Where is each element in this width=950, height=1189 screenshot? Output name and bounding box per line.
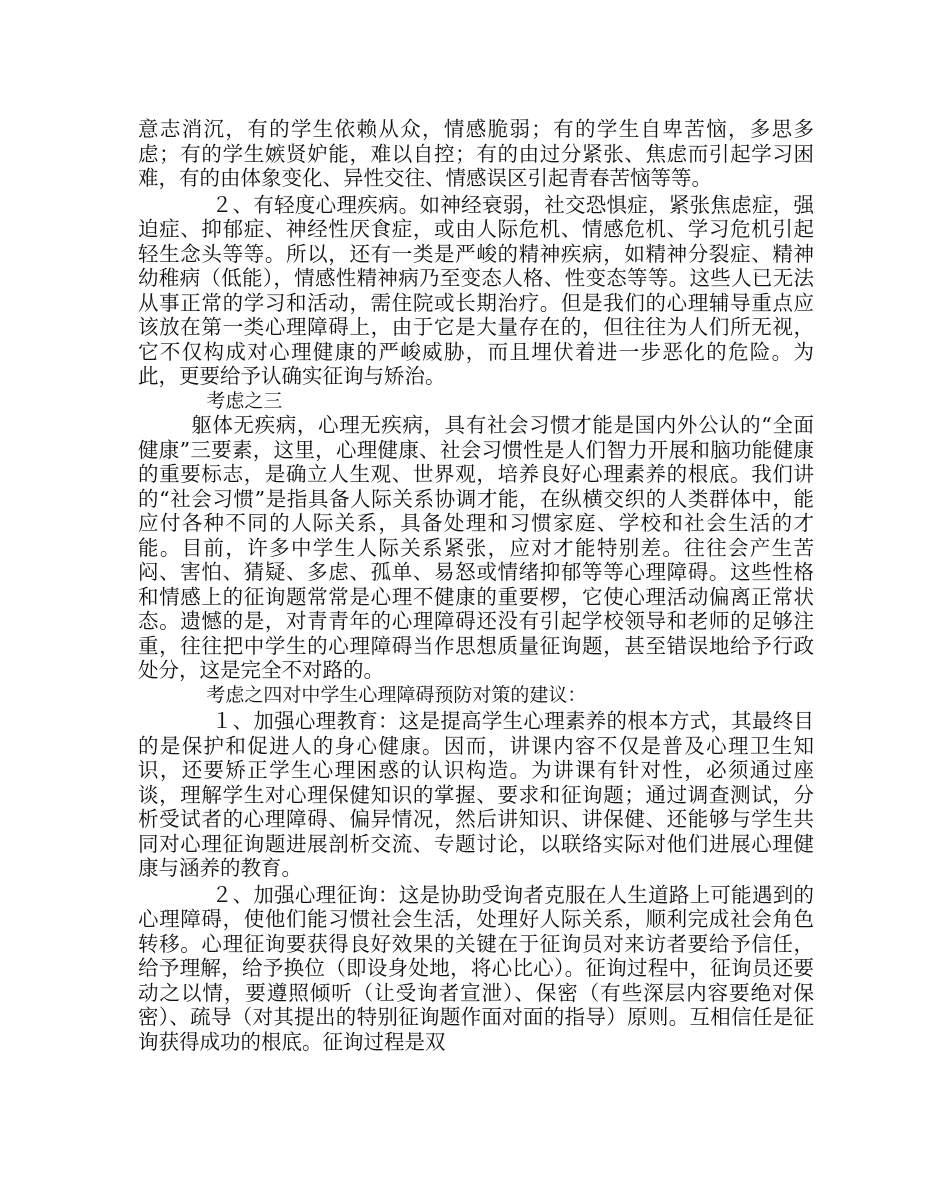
paragraph-social-adaptation: 躯体无疾病，心理无疾病，具有社会习惯才能是国内外公认的“全面健康”三要素，这里，心理健康、社会习惯性是人们智力开展和脑功能健康的重要标志，是确立人生观、世界观，培养良好心理素养的根底。我们讲的“社会习惯”是指具备人际关系协调才能，在纵横交织的人类群体中，能应付各种不同的人际关系，具备处理和习惯家庭、学校和社会生活的才能。目前，许多中学生人际关系紧张，应对才能特别差。往往会产生苦闷、害怕、猜疑、多虑、孤单、易怒或情绪抑郁等等心理障碍。这些性格和情感上的征询题常常是心理不健康的重要椤，它使心理活动偏离正常状态。遗憾的是，对青青年的心理障碍还没有引起学校领导和老师的足够注重，往往把中学生的心理障碍当作思想质量征询题，甚至错误地给予行政处分，这是完全不对路的。 xyxy=(138,413,814,682)
paragraph-mild-mental-illness: ２、有轻度心理疾病。如神经衰弱，社交恐惧症，紧张焦虑症，强迫症、抑郁症、神经性厌食症，或由人际危机、情感危机、学习危机引起轻生念头等等。所以，还有一类是严峻的精神疾病，如精神分裂症、精神幼稚病（低能），情感性精神病乃至变态人格、性变态等等。这些人已无法从事正常的学习和活动，需住院或长期治疗。但是我们的心理辅导重点应该放在第一类心理障碍上，由于它是大量存在的，但往往为人们所无视，它不仅构成对心理健康的严峻威胁，而且埋伏着进一步恶化的危险。为此，更要给予认确实征询与矫治。 xyxy=(138,192,814,388)
section-heading-four: 考虑之四对中学生心理障碍预防对策的建议： xyxy=(206,683,587,706)
paragraph-continuation: 意志消沉，有的学生依赖从众，情感脆弱；有的学生自卑苦恼，多思多虑；有的学生嫉贤妒能，难以自控；有的由过分紧张、焦虑而引起学习困难，有的由体象变化、异性交往、情感误区引起青春苦恼等等。 xyxy=(138,117,814,190)
section-heading-three: 考虑之三 xyxy=(206,389,283,412)
paragraph-psych-counseling: ２、加强心理征询：这是协助受询者克服在人生道路上可能遇到的心理障碍，使他们能习惯社会生活，处理好人际关系，顺利完成社会角色转移。心理征询要获得良好效果的关键在于征询员对来访者要给予信任，给予理解，给予换位（即设身处地，将心比心）。征询过程中，征询员还要动之以情，要遵照倾听（让受询者宣泄）、保密（有些深层内容要绝对保密）、疏导（对其提出的特别征询题作面对面的指导）原则。互相信任是征询获得成功的根底。征询过程是双 xyxy=(138,882,814,1054)
document-page xyxy=(138,117,814,1054)
paragraph-psych-education: １、加强心理教育：这是提高学生心理素养的根本方式，其最终目的是保护和促进人的身心健康。因而，讲课内容不仅是普及心理卫生知识，还要矫正学生心理困惑的认识构造。为讲课有针对性，必须通过座谈，理解学生对心理保健知识的掌握、要求和征询题；通过调查测试，分析受试者的心理障碍、偏异情况，然后讲知识、讲保健、还能够与学生共同对心理征询题进展剖析交流、专题讨论，以联络实际对他们进展心理健康与涵养的教育。 xyxy=(138,709,814,880)
